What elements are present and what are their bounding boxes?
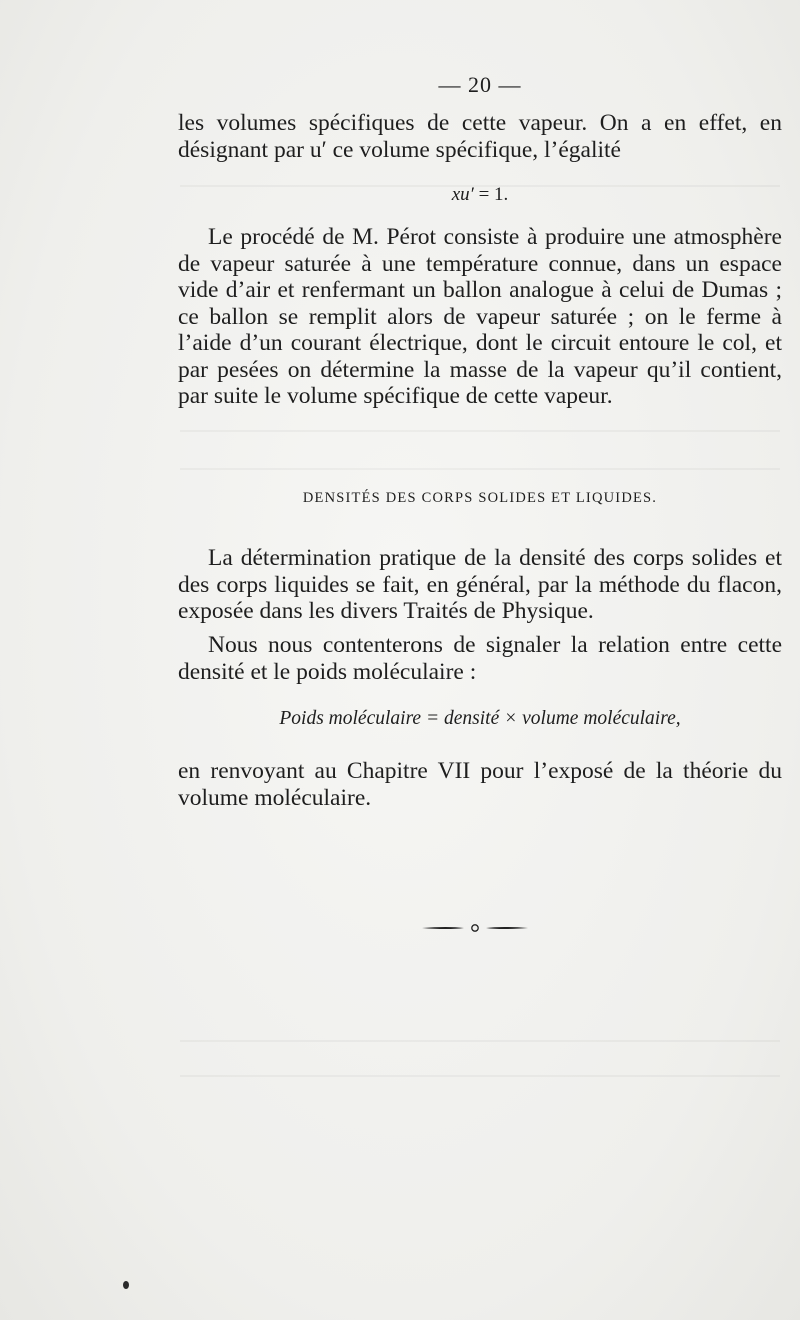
page-number: — 20 —	[438, 72, 522, 97]
paragraph-2-text: Le procédé de M. Pérot consiste à produire une atmosphère de vapeur saturée à une température connue, dans un espace vide d’air et renfermant un ballon analogue à celui de Dumas ; ce ballon se remplit alors de vapeur saturée ; on le ferme à l’aide d’un courant électrique, dont le circuit entoure le col, et par pesées on détermine la masse de la vapeur qu’il contient, par suite le volume spécifique de cette vapeur.	[178, 224, 782, 409]
paragraph-3-text: La détermination pratique de la densité des corps solides et des corps liquides se fait, en général, par la méthode du flacon, exposée dans les divers Traités de Physique.	[178, 545, 782, 624]
equation-1-rhs: 1.	[494, 184, 509, 205]
ink-speck	[123, 1281, 129, 1289]
paragraph-3	[178, 545, 782, 625]
paragraph-5	[178, 758, 782, 811]
equation-1	[0, 184, 800, 206]
end-ornament-icon	[420, 920, 530, 936]
bleed-through-line	[180, 1075, 780, 1077]
paragraph-4-text: Nous nous contenterons de signaler la relation entre cette densité et le poids moléculaire :	[178, 632, 782, 685]
bleed-through-line	[180, 430, 780, 432]
paragraph-4	[178, 632, 782, 685]
bleed-through-line	[180, 1040, 780, 1042]
paragraph-1	[178, 110, 782, 163]
equation-1-equals: =	[473, 184, 495, 205]
paragraph-2	[178, 224, 782, 410]
equation-1-lhs: xu′	[451, 184, 474, 205]
paragraph-1-text: les volumes spécifiques de cette vapeur. On a en effet, en désignant par u′ ce volume spécifique, l’égalité	[178, 110, 782, 163]
paragraph-5-text: en renvoyant au Chapitre VII pour l’exposé de la théorie du volume moléculaire.	[178, 758, 782, 811]
formula-line: Poids moléculaire = densité × volume moléculaire,	[279, 708, 681, 729]
bleed-through-line	[180, 468, 780, 470]
section-heading: DENSITÉS DES CORPS SOLIDES ET LIQUIDES.	[302, 490, 658, 506]
